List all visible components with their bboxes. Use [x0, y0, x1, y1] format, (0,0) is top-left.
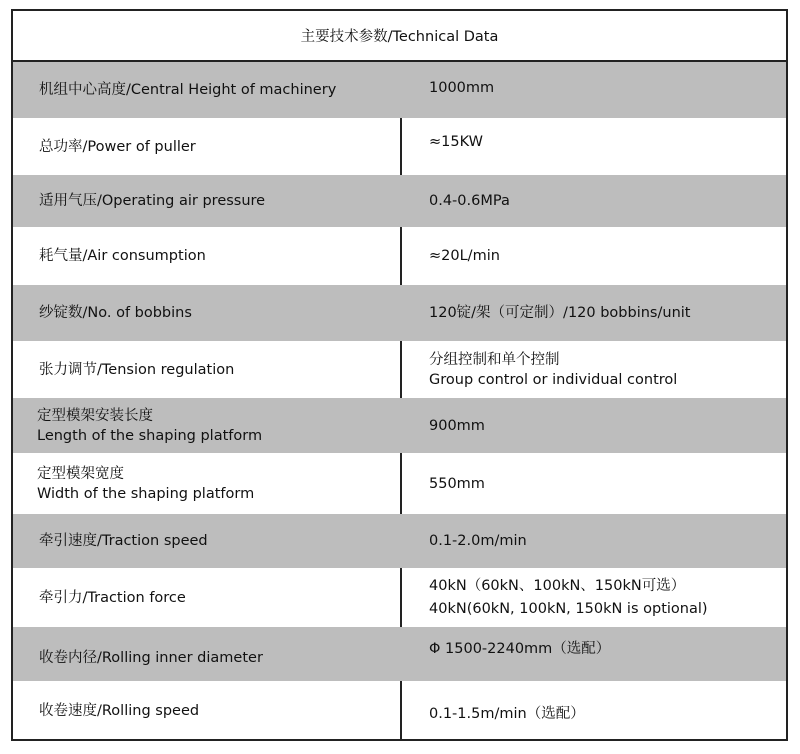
row-value: ≈20L/min — [429, 248, 500, 264]
row-label: 牵引力/Traction force — [39, 589, 186, 606]
row-value: 120锭/架（可定制）/120 bobbins/unit — [429, 305, 691, 321]
technical-data-table — [11, 9, 788, 741]
table-row — [13, 568, 786, 627]
table-row — [13, 341, 786, 398]
row-value: 900mm — [429, 417, 485, 434]
row-label: 适用气压/Operating air pressure — [39, 193, 266, 209]
row-label: 收卷内径/Rolling inner diameter — [39, 650, 263, 666]
row-label — [37, 398, 387, 453]
row-label-line1: 定型模架宽度 — [37, 465, 124, 482]
table-row — [13, 398, 786, 453]
row-label: 收卷速度/Rolling speed — [39, 703, 200, 719]
table-row — [13, 681, 786, 741]
row-label: 机组中心高度/Central Height of machinery — [39, 82, 337, 98]
table-row — [13, 627, 786, 681]
table-title: 主要技术参数/Technical Data — [13, 11, 786, 62]
row-label: 总功率/Power of puller — [39, 138, 196, 155]
row-value: 1000mm — [429, 80, 495, 96]
row-label-line2: Width of the shaping platform — [37, 485, 255, 502]
row-value: 0.1-2.0m/min — [429, 533, 527, 549]
row-label: 张力调节/Tension regulation — [39, 361, 235, 378]
table-row — [13, 118, 786, 175]
row-value-line1: 40kN（60kN、100kN、150kN可选） — [429, 577, 686, 594]
row-value: 550mm — [429, 475, 485, 492]
table-row — [13, 453, 786, 514]
row-label-line2: Length of the shaping platform — [37, 427, 263, 444]
row-label — [37, 453, 387, 514]
row-label: 纱锭数/No. of bobbins — [39, 305, 192, 321]
table-row — [13, 285, 786, 341]
row-label-line1: 定型模架安装长度 — [37, 407, 153, 424]
table-row — [13, 227, 786, 285]
row-value: Φ 1500-2240mm（选配） — [429, 641, 611, 657]
row-label: 牵引速度/Traction speed — [39, 533, 208, 549]
row-value — [429, 568, 779, 627]
row-value: ≈15KW — [429, 134, 483, 150]
row-value: 0.1-1.5m/min（选配） — [429, 706, 585, 722]
row-value-line2: Group control or individual control — [429, 371, 678, 388]
row-label: 耗气量/Air consumption — [39, 248, 206, 264]
row-value-line1: 分组控制和单个控制 — [429, 351, 560, 368]
table-row — [13, 62, 786, 118]
row-value-line2: 40kN(60kN, 100kN, 150kN is optional) — [429, 600, 708, 617]
table-row — [13, 514, 786, 568]
row-value: 0.4-0.6MPa — [429, 193, 510, 209]
row-value — [429, 341, 779, 398]
table-row — [13, 175, 786, 227]
